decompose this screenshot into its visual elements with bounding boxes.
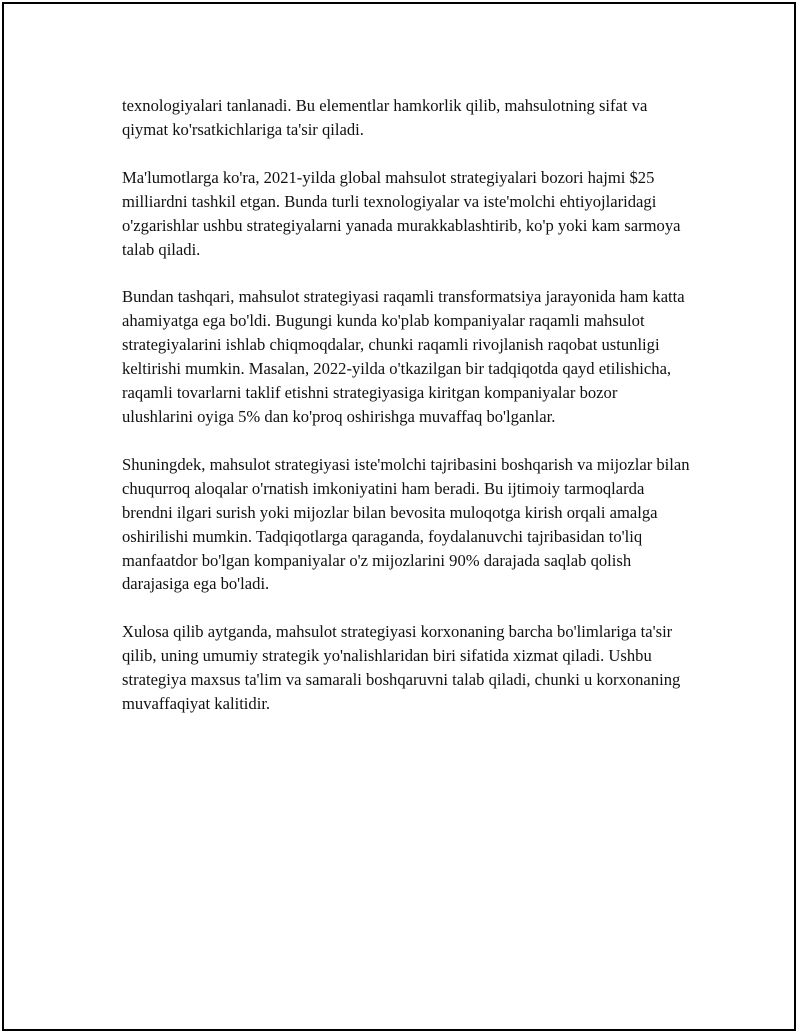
paragraph-3: Bundan tashqari, mahsulot strategiyasi raqamli transformatsiya jarayonida ham katta ahamiyatga ega bo'ldi. Bugungi kunda ko'plab kompaniyalar raqamli mahsulot strategiyalarini ishlab chiqmoqdalar, chunki raqamli rivojlanish raqobat ustunligi keltirishi mumkin. Masalan, 2022-yilda o'tkazilgan bir tadqiqotda qayd etilishicha, raqamli tovarlarni taklif etishni strategiyasiga kiritgan kompaniyalar bozor ulushlarini oyiga 5% dan ko'proq oshirishga muvaffaq bo'lganlar.: [122, 287, 685, 426]
page-border: [2, 2, 796, 1031]
paragraph-5: Xulosa qilib aytganda, mahsulot strategiyasi korxonaning barcha bo'limlariga ta'sir qilib, uning umumiy strategik yo'nalishlaridan biri sifatida xizmat qiladi. Ushbu strategiya maxsus ta'lim va samarali boshqaruvni talab qiladi, chunki u korxonaning muvaffaqiyat kalitidir.: [122, 622, 681, 714]
paragraph-2: Ma'lumotlarga ko'ra, 2021-yilda global mahsulot strategiyalari bozori hajmi $25 milliardni tashkil etgan. Bunda turli texnologiyalar va iste'molchi ehtiyojlaridagi o'zgarishlar ushbu strategiyalarni yanada murakkablashtirib, ko'p yoki kam sarmoya talab qiladi.: [122, 167, 681, 259]
document-body: [122, 94, 690, 716]
paragraph-1: texnologiyalari tanlanadi. Bu elementlar hamkorlik qilib, mahsulotning sifat va qiymat ko'rsatkichlariga ta'sir qiladi.: [122, 96, 648, 139]
paragraph-4: Shuningdek, mahsulot strategiyasi iste'molchi tajribasini boshqarish va mijozlar bilan chuqurroq aloqalar o'rnatish imkoniyatini ham beradi. Bu ijtimoiy tarmoqlarda brendni ilgari surish yoki mijozlar bilan bevosita muloqotga kirish orqali amalga oshirilishi mumkin. Tadqiqotlarga qaraganda, foydalanuvchi tajribasidan to'liq manfaatdor bo'lgan kompaniyalar o'z mijozlarini 90% darajada saqlab qolish darajasiga ega bo'ladi.: [122, 454, 690, 594]
